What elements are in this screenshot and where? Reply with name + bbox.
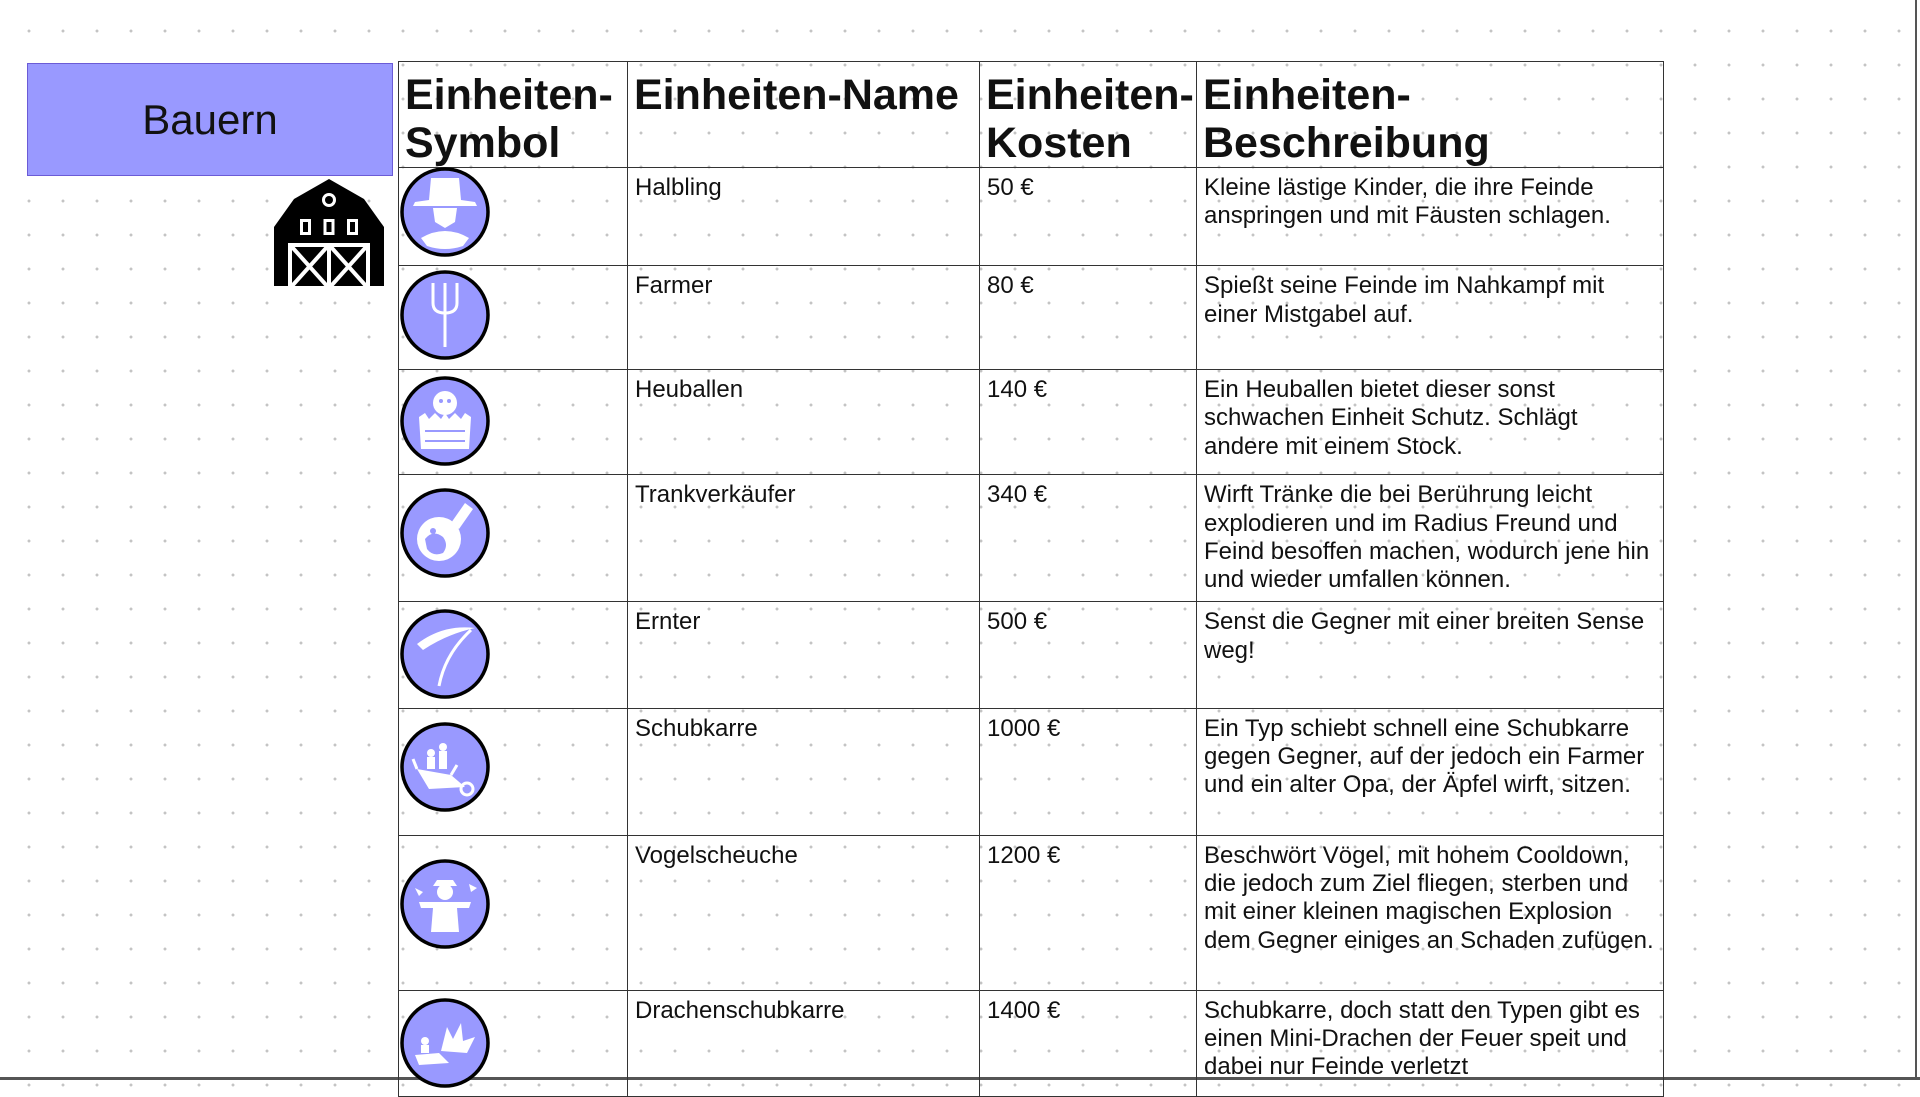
table-row — [399, 835, 1664, 990]
header-symbol: Einheiten-Symbol — [399, 62, 628, 168]
unit-name-cell: Ernter — [628, 602, 980, 708]
dragon-cart-icon — [399, 997, 491, 1089]
potion-icon — [399, 487, 491, 579]
table-header-row — [399, 62, 1664, 168]
unit-cost-cell: 1000 € — [980, 708, 1197, 835]
unit-symbol-cell — [399, 369, 628, 474]
units-table — [398, 61, 1664, 1097]
unit-name-cell: Schubkarre — [628, 708, 980, 835]
unit-cost-cell: 140 € — [980, 369, 1197, 474]
unit-description-cell: Senst die Gegner mit einer breiten Sense weg! — [1197, 602, 1664, 708]
unit-description-cell: Beschwört Vögel, mit hohem Cooldown, die jedoch zum Ziel fliegen, sterben und mit einer kleinen magischen Explosion dem Gegner einiges an Schaden zufügen. — [1197, 835, 1664, 990]
unit-cost-cell: 1200 € — [980, 835, 1197, 990]
table-row — [399, 602, 1664, 708]
unit-name-cell: Heuballen — [628, 369, 980, 474]
unit-name-cell: Trankverkäufer — [628, 475, 980, 602]
unit-symbol-cell — [399, 708, 628, 835]
halfling-icon — [399, 166, 491, 258]
unit-symbol-cell — [399, 475, 628, 602]
unit-symbol-cell — [399, 990, 628, 1096]
table-row — [399, 708, 1664, 835]
barn-icon — [274, 179, 384, 286]
unit-description-cell: Schubkarre, doch statt den Typen gibt es einen Mini-Drachen der Feuer speit und dabei nur Feinde verletzt — [1197, 990, 1664, 1096]
unit-description-cell: Ein Typ schiebt schnell eine Schubkarre gegen Gegner, auf der jedoch ein Farmer und ein alter Opa, der Äpfel wirft, sitzen. — [1197, 708, 1664, 835]
unit-cost-cell: 80 € — [980, 266, 1197, 369]
unit-cost-cell: 1400 € — [980, 990, 1197, 1096]
unit-name-cell: Vogelscheuche — [628, 835, 980, 990]
unit-name-cell: Farmer — [628, 266, 980, 369]
wheelbarrow-icon — [399, 721, 491, 813]
table-row — [399, 369, 1664, 474]
haybale-icon — [399, 375, 491, 467]
pitchfork-icon — [399, 269, 491, 361]
table-row — [399, 168, 1664, 266]
unit-cost-cell: 340 € — [980, 475, 1197, 602]
unit-symbol-cell — [399, 168, 628, 266]
unit-name-cell: Halbling — [628, 168, 980, 266]
faction-title-box — [27, 63, 393, 176]
unit-cost-cell: 50 € — [980, 168, 1197, 266]
unit-name-cell: Drachenschubkarre — [628, 990, 980, 1096]
header-name: Einheiten-Name — [628, 62, 980, 168]
header-cost: Einheiten-Kosten — [980, 62, 1197, 168]
table-row — [399, 990, 1664, 1096]
scarecrow-icon — [399, 858, 491, 950]
unit-description-cell: Wirft Tränke die bei Berührung leicht explodieren und im Radius Freund und Feind besoffen machen, wodurch jene hin und wieder umfallen können. — [1197, 475, 1664, 602]
unit-symbol-cell — [399, 266, 628, 369]
table-row — [399, 266, 1664, 369]
unit-description-cell: Kleine lästige Kinder, die ihre Feinde anspringen und mit Fäusten schlagen. — [1197, 168, 1664, 266]
unit-cost-cell: 500 € — [980, 602, 1197, 708]
header-description: Einheiten-Beschreibung — [1197, 62, 1664, 168]
unit-description-cell: Spießt seine Feinde im Nahkampf mit einer Mistgabel auf. — [1197, 266, 1664, 369]
scythe-icon — [399, 608, 491, 700]
slide-right-border — [1915, 0, 1917, 1080]
unit-symbol-cell — [399, 835, 628, 990]
unit-description-cell: Ein Heuballen bietet dieser sonst schwachen Einheit Schutz. Schlägt andere mit einem Stock. — [1197, 369, 1664, 474]
faction-title: Bauern — [142, 95, 278, 143]
unit-symbol-cell — [399, 602, 628, 708]
table-row — [399, 475, 1664, 602]
